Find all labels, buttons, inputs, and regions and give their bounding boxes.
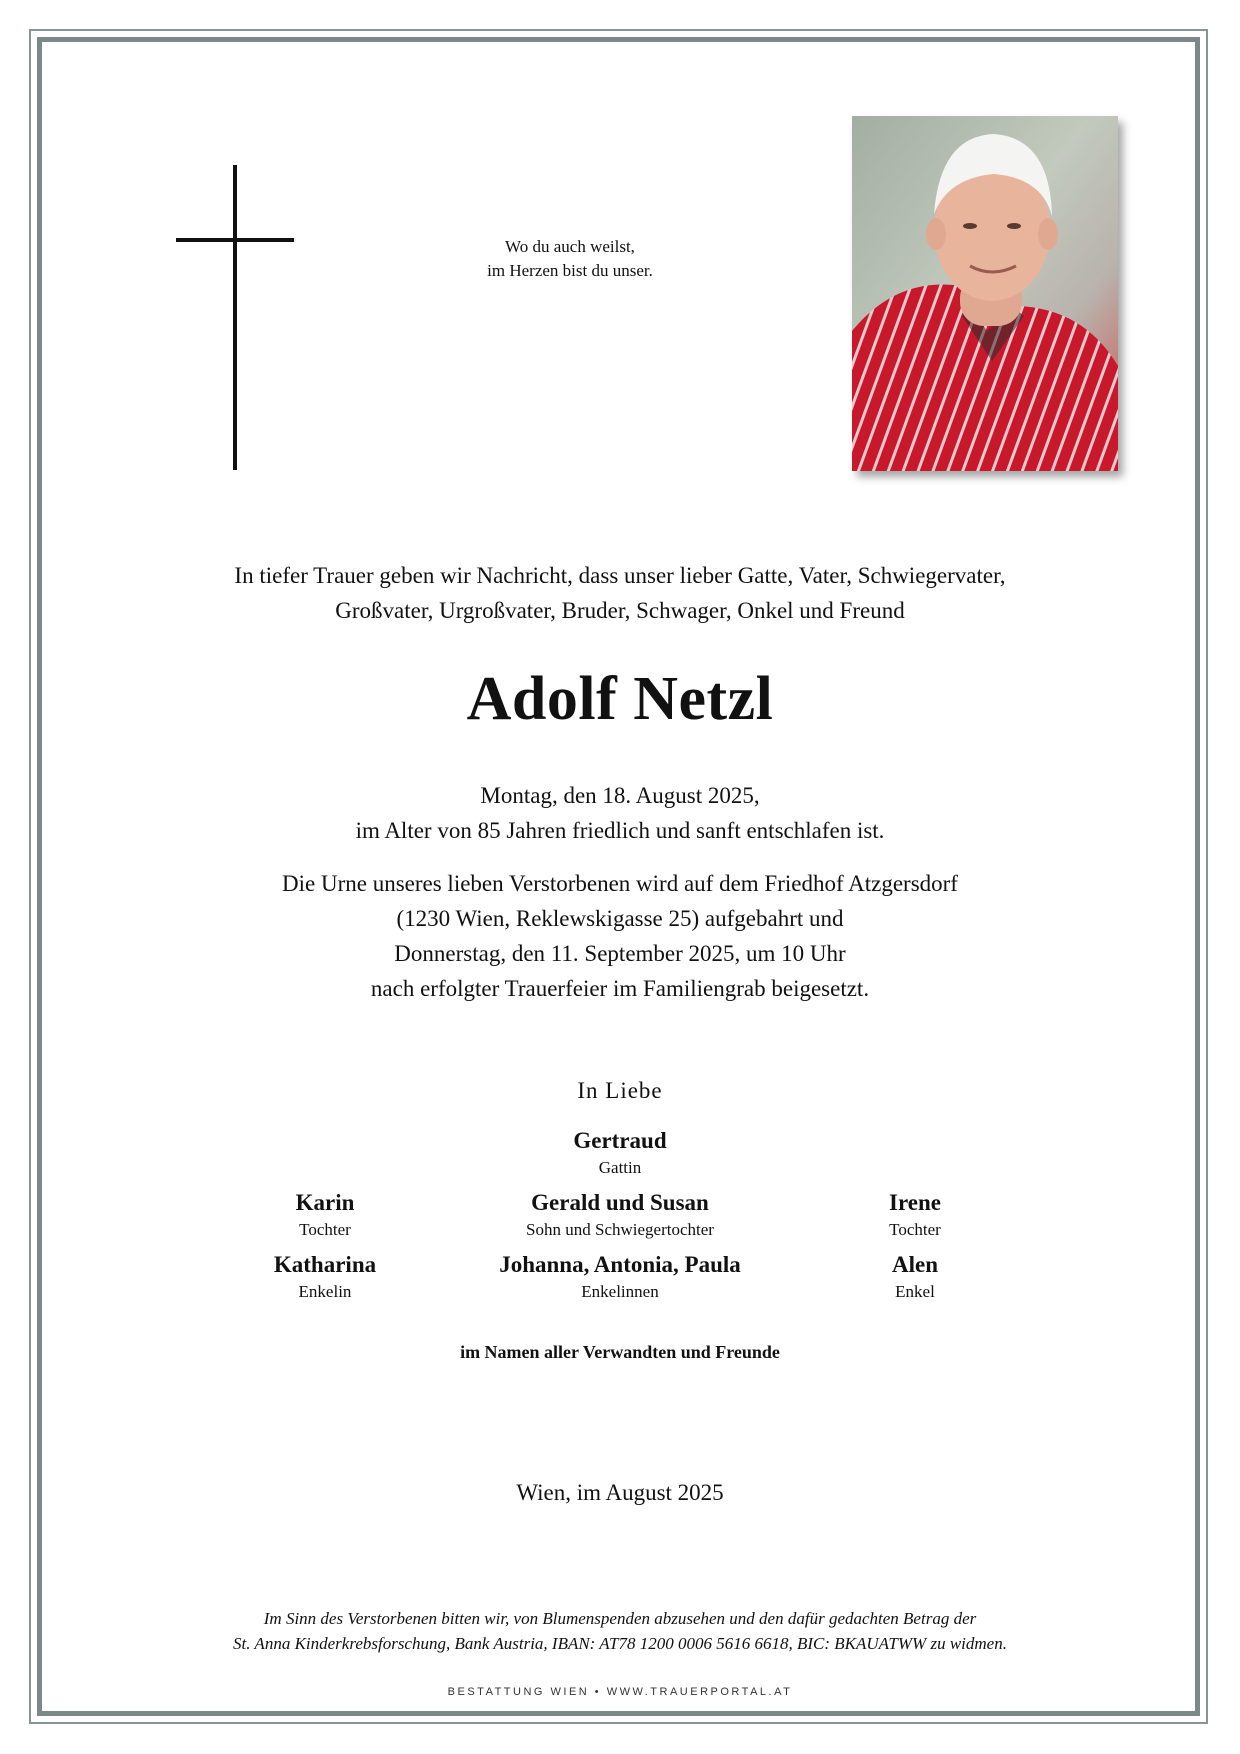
mourner-role: Sohn und Schwiegertochter [526, 1220, 714, 1239]
mourner-left-1 [155, 1188, 495, 1242]
mourner-name: Irene [889, 1190, 941, 1215]
intro-line-1: In tiefer Trauer geben wir Nachricht, dass unser lieber Gatte, Vater, Schwiegervater, [234, 563, 1006, 588]
death-line-2: im Alter von 85 Jahren friedlich und sanft entschlafen ist. [355, 818, 885, 843]
burial-line-4: nach erfolgter Trauerfeier im Familiengrab beigesetzt. [370, 976, 870, 1001]
mourner-role: Enkelin [298, 1282, 352, 1301]
portrait-illustration [852, 116, 1118, 471]
mourner-center-2 [450, 1250, 790, 1304]
in-liebe-heading: In Liebe [577, 1078, 663, 1103]
mourner-role: Gattin [598, 1158, 642, 1177]
mourner-gattin [450, 1126, 790, 1180]
mourner-role: Enkel [895, 1282, 935, 1301]
closing-line: im Namen aller Verwandten und Freunde [460, 1342, 780, 1362]
mourner-name: Johanna, Antonia, Paula [499, 1252, 741, 1277]
mourner-left-2 [155, 1250, 495, 1304]
mourner-name: Katharina [273, 1252, 377, 1277]
motto-line-2: im Herzen bist du unser. [487, 261, 653, 280]
death-line-1: Montag, den 18. August 2025, [480, 783, 760, 808]
footer-credit: BESTATTUNG WIEN • WWW.TRAUERPORTAL.AT [447, 1686, 793, 1698]
intro-line-2: Großvater, Urgroßvater, Bruder, Schwager, Onkel und Freund [335, 598, 905, 623]
mourner-center-1 [450, 1188, 790, 1242]
motto [430, 235, 710, 283]
mourner-name: Gerald und Susan [531, 1190, 709, 1215]
donation-line-1: Im Sinn des Verstorbenen bitten wir, von Blumenspenden abzusehen und den dafür gedachten Betrag der [263, 1609, 977, 1628]
mourner-right-2 [745, 1250, 1085, 1304]
mourner-name: Gertraud [573, 1128, 667, 1153]
intro-text [0, 558, 1240, 628]
donation-line-2: St. Anna Kinderkrebsforschung, Bank Austria, IBAN: AT78 1200 0006 5616 6618, BIC: BKAUATWW zu widmen. [233, 1634, 1007, 1653]
portrait-photo [852, 116, 1118, 471]
burial-line-2: (1230 Wien, Reklewskigasse 25) aufgebahrt und [396, 906, 844, 931]
mourner-role: Enkelinnen [581, 1282, 659, 1301]
cross-vertical-bar [233, 165, 237, 470]
mourner-right-1 [745, 1188, 1085, 1242]
place-date: Wien, im August 2025 [516, 1480, 724, 1505]
motto-line-1: Wo du auch weilst, [505, 237, 635, 256]
mourner-role: Tochter [299, 1220, 351, 1239]
cross-horizontal-bar [176, 238, 294, 242]
mourner-name: Alen [892, 1252, 938, 1277]
donation-request [0, 1606, 1240, 1656]
burial-notice [0, 866, 1240, 1006]
deceased-name: Adolf Netzl [466, 665, 774, 733]
mourner-name: Karin [295, 1190, 355, 1215]
death-notice [0, 778, 1240, 848]
burial-line-3: Donnerstag, den 11. September 2025, um 10 Uhr [394, 941, 846, 966]
burial-line-1: Die Urne unseres lieben Verstorbenen wird auf dem Friedhof Atzgersdorf [282, 871, 958, 896]
mourner-role: Tochter [889, 1220, 941, 1239]
